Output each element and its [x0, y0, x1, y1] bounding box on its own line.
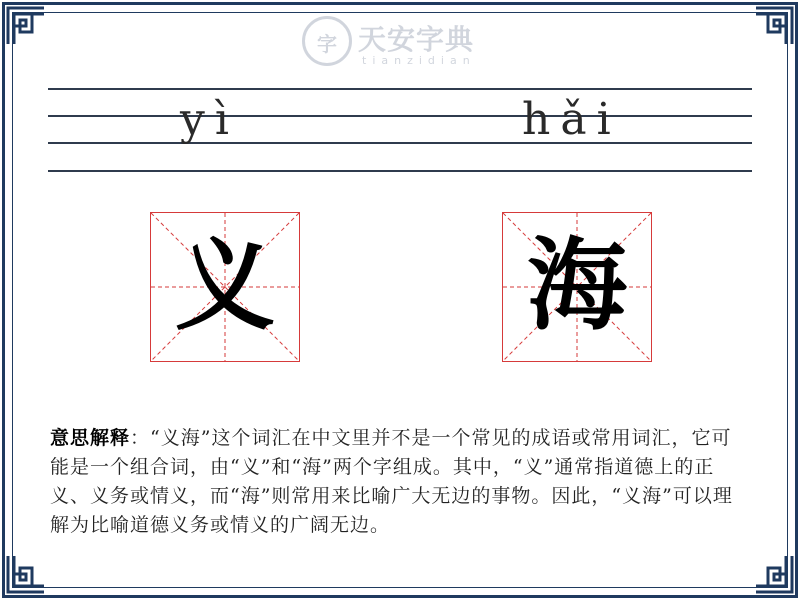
- pinyin-second: hǎi: [522, 94, 621, 145]
- pinyin-first: yì: [180, 94, 239, 145]
- character-second: 海: [527, 227, 627, 344]
- corner-ornament-top-right: [754, 6, 794, 46]
- corner-ornament-top-left: [6, 6, 46, 46]
- corner-ornament-bottom-left: [6, 554, 46, 594]
- logo-mark-icon: 字: [302, 16, 352, 66]
- meaning-label: 意思解释: [50, 427, 131, 449]
- pinyin-ruled-lines: [48, 88, 752, 172]
- corner-ornament-bottom-right: [754, 554, 794, 594]
- character-grid-second: [502, 212, 652, 362]
- character-first: 义: [175, 227, 275, 344]
- logo-name: 天安字典: [358, 23, 475, 56]
- character-grid-first: [150, 212, 300, 362]
- site-logo: [300, 14, 500, 70]
- meaning-explanation: [50, 424, 750, 540]
- logo-subtitle: tianzidian: [362, 54, 476, 67]
- meaning-text: ：“义海”这个词汇在中文里并不是一个常见的成语或常用词汇，它可能是一个组合词，由“义”和“海”两个字组成。其中，“义”通常指道德上的正义、义务或情义，而“海”则常用来比喻广大无边的事物。因此，“义海”可以理解为比喻道德义务或情义的广阔无边。: [50, 427, 733, 536]
